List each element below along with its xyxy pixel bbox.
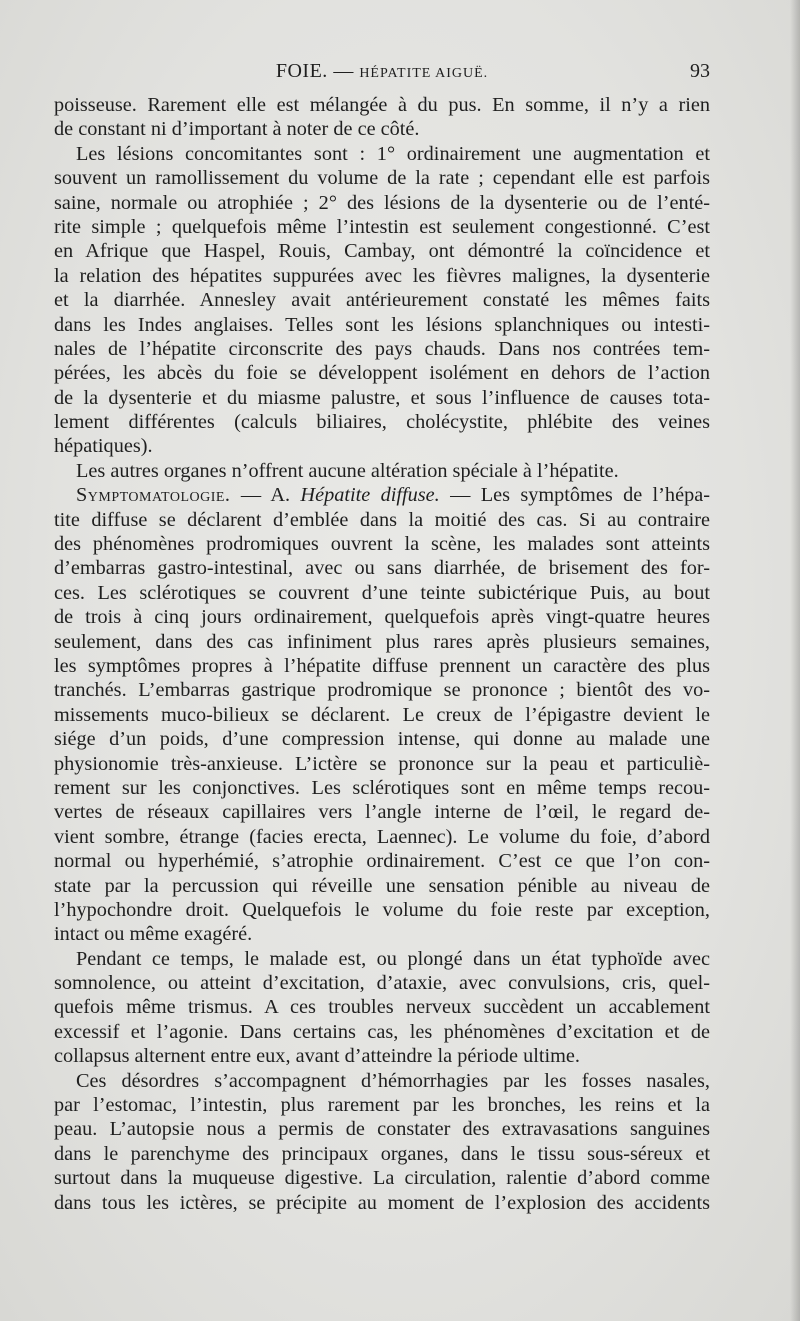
text-line: de trois à cinq jours ordinairement, quelquefois après vingt-quatre heures (54, 606, 710, 629)
text-line: missements muco-bilieux se déclarent. Le creux de l’épigastre devient le (54, 703, 710, 726)
text-line: d’embarras gastro-intestinal, avec ou sans diarrhée, de brisement des for- (54, 557, 710, 580)
text-line: vient sombre, étrange (facies erecta, Laennec). Le volume du foie, d’abord (54, 825, 710, 848)
paragraph-symptomatology (54, 483, 710, 946)
text-line: et la diarrhée. Annesley avait antérieurement constaté les mêmes faits (54, 289, 710, 312)
running-title-sub: HÉPATITE AIGUË. (359, 66, 489, 81)
text-line: peau. L’autopsie nous a permis de constater des extravasations sanguines (54, 1118, 710, 1141)
text-line: des phénomènes prodromiques ouvrent la scène, les malades sont atteints (54, 533, 710, 556)
text-line: vertes de réseaux capillaires vers l’angle interne de l’œil, le regard de- (54, 801, 710, 824)
running-title-dash: — (333, 60, 354, 82)
text-line: les symptômes propres à l’hépatite diffuse prennent un caractère des plus (54, 654, 710, 677)
paragraph (54, 459, 710, 483)
text-line: state par la percussion qui réveille une sensation pénible au niveau de (54, 874, 710, 897)
text-line: tranchés. L’embarras gastrique prodromique se prononce ; bientôt des vo- (54, 679, 710, 702)
text-line: dans le parenchyme des principaux organes, dans le tissu sous-séreux et (54, 1142, 710, 1165)
text-line: poisseuse. Rarement elle est mélangée à du pus. En somme, il n’y a rien (54, 94, 710, 116)
text-line: quefois même trismus. A ces troubles nerveux succèdent un accablement (54, 996, 710, 1019)
text-line: de constant ni d’important à noter de ce côté. (54, 118, 420, 141)
text-line: dans tous les ictères, se précipite au moment de l’explosion des accidents (54, 1191, 710, 1214)
text-line: rite simple ; quelquefois même l’intestin est seulement congestionné. C’est (54, 215, 710, 238)
paragraph (54, 1069, 710, 1215)
paragraph (54, 142, 710, 459)
text-line: intact ou même exagéré. (54, 923, 253, 946)
text-line: tite diffuse se déclarent d’emblée dans la moitié des cas. Si au contraire (54, 508, 710, 531)
section-heading: Symptomatologie. (76, 484, 231, 507)
section-label: A. (270, 484, 291, 507)
text-line: saine, normale ou atrophiée ; 2° des lésions de la dysenterie ou de l’enté- (54, 191, 710, 214)
text-line: Pendant ce temps, le malade est, ou plongé dans un état typhoïde avec (76, 947, 710, 970)
text-line: Les autres organes n’offrent aucune altération spéciale à l’hépatite. (76, 459, 619, 482)
text-line: ces. Les sclérotiques se couvrent d’une teinte subictérique Puis, au bout (54, 581, 710, 604)
text-line-with-heading: Symptomatologie. — A. Hépatite diffuse. — Les symptômes de l’hépa- (76, 484, 710, 507)
text-line: l’hypochondre droit. Quelquefois le volume du foie reste par exception, (54, 898, 710, 921)
text-line: hépatiques). (54, 435, 153, 458)
text-line: dans les Indes anglaises. Telles sont les lésions splanchniques ou intesti- (54, 313, 710, 336)
text-line: physionomie très-anxieuse. L’ictère se prononce sur la peau et particuliè- (54, 752, 710, 775)
text-line: souvent un ramollissement du volume de la rate ; cependant elle est parfois (54, 167, 710, 190)
running-title (54, 60, 710, 83)
text-line: rement sur les conjonctives. Les sclérotiques sont en même temps recou- (54, 776, 710, 799)
text-line: normal ou hyperhémié, s’atrophie ordinairement. C’est ce que l’on con- (54, 850, 710, 873)
text-fragment: — Les symptômes de l’hépa- (439, 484, 710, 507)
page-body (54, 93, 710, 1215)
text-line: en Afrique que Haspel, Rouis, Cambay, ont démontré la coïncidence et (54, 240, 710, 263)
running-title-main: FOIE. (275, 60, 328, 82)
text-line: surtout dans la muqueuse digestive. La circulation, ralentie d’abord comme (54, 1167, 710, 1190)
text-line: la relation des hépatites suppurées avec les fièvres malignes, la dysenterie (54, 264, 710, 287)
paragraph (54, 93, 710, 142)
text-line: nales de l’hépatite circonscrite des pays chauds. Dans nos contrées tem- (54, 337, 710, 360)
text-line: somnolence, ou atteint d’excitation, d’ataxie, avec convulsions, cris, quel- (54, 972, 710, 995)
text-line: seulement, dans des cas infiniment plus rares après plusieurs semaines, (54, 630, 710, 653)
text-line: Les lésions concomitantes sont : 1° ordinairement une augmentation et (76, 142, 710, 165)
text-line: de la dysenterie et du miasme palustre, et sous l’influence de causes tota- (54, 386, 710, 409)
running-header (54, 60, 710, 84)
text-line: lement différentes (calculs biliaires, cholécystite, phlébite des veines (54, 411, 710, 434)
section-title: Hépatite diffuse. (300, 484, 440, 507)
text-line: collapsus alternent entre eux, avant d’atteindre la période ultime. (54, 1045, 580, 1068)
text-line: siége d’un poids, d’une compression intense, qui donne au malade une (54, 728, 710, 751)
paragraph (54, 947, 710, 1069)
text-line: par l’estomac, l’intestin, plus rarement par les bronches, les reins et la (54, 1094, 710, 1117)
page-number: 93 (690, 60, 710, 82)
text-line: Ces désordres s’accompagnent d’hémorrhagies par les fosses nasales, (76, 1069, 710, 1092)
text-line: excessif et l’agonie. Dans certains cas, les phénomènes d’excitation et de (54, 1020, 710, 1043)
text-line: pérées, les abcès du foie se développent isolément en dehors de l’action (54, 362, 710, 385)
